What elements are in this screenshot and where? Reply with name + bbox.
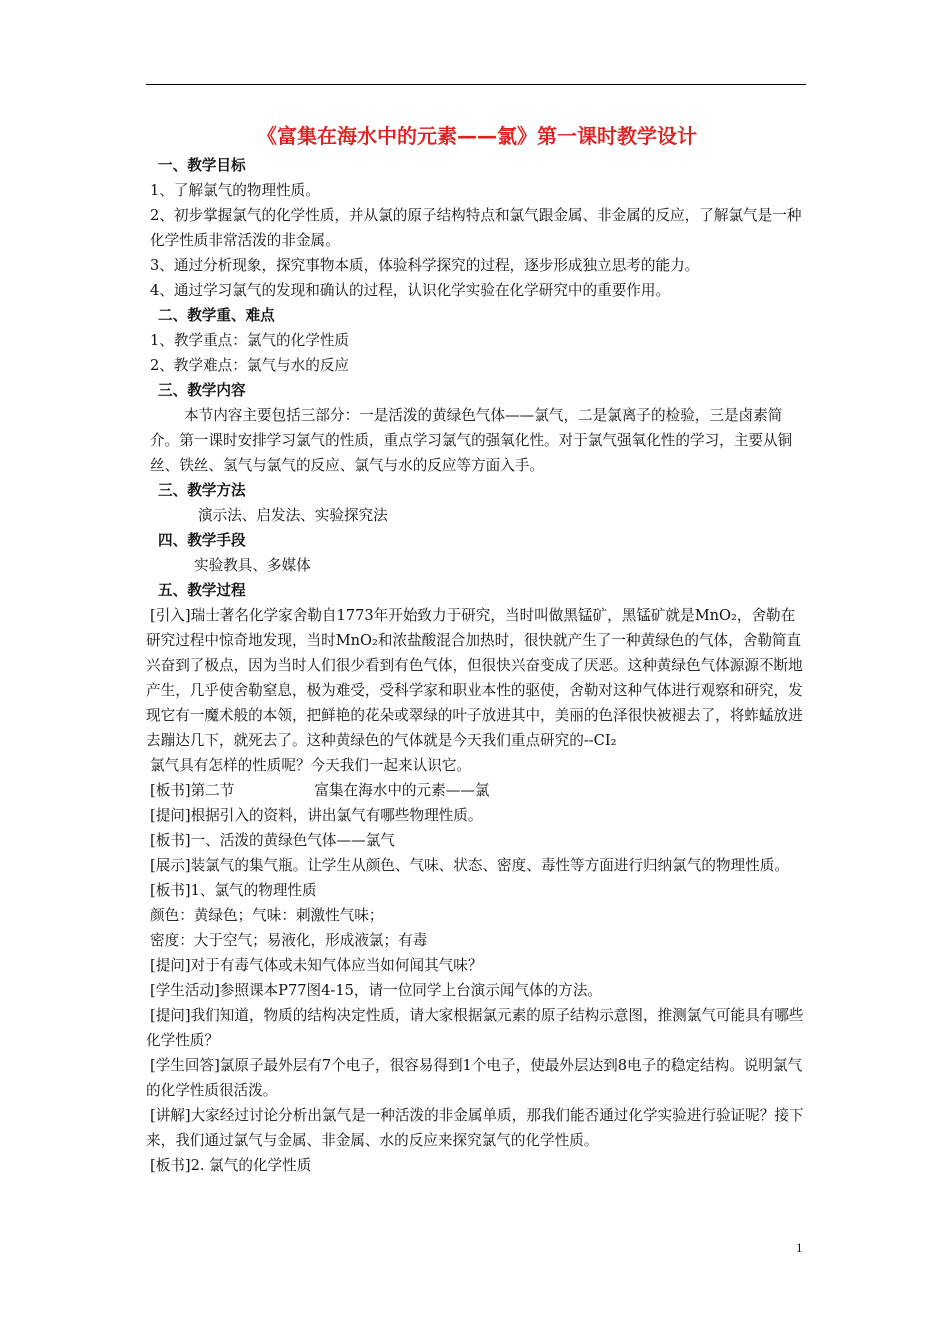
board-line-2: [板书]一、活泼的黄绿色气体——氯气 bbox=[150, 832, 395, 849]
question-line: 氯气具有怎样的性质呢？今天我们一起来认识它。 bbox=[150, 757, 472, 774]
board-line-1-label: [板书]第二节 bbox=[150, 782, 235, 799]
section-heading-key-points: 二、教学重、难点 bbox=[158, 307, 275, 324]
objective-4: 4、通过学习氯气的发现和确认的过程，认识化学实验在化学研究中的重要作用。 bbox=[150, 282, 671, 299]
means-text: 实验教具、多媒体 bbox=[194, 557, 311, 574]
board-line-3: [板书]1、氯气的物理性质 bbox=[150, 882, 317, 899]
answer-line: [学生回答]氯原子最外层有7个电子，很容易得到1个电子，使最外层达到8电子的稳定结构。说明氯气的化学性质很活泼。 bbox=[146, 1057, 803, 1099]
document-body bbox=[146, 122, 808, 1178]
methods-text: 演示法、启发法、实验探究法 bbox=[198, 507, 388, 524]
key-point-2: 2、教学难点：氯气与水的反应 bbox=[150, 357, 350, 374]
explain-line: [讲解]大家经过讨论分析出氯气是一种活泼的非金属单质，那我们能否通过化学实验进行验证呢？接下来，我们通过氯气与金属、非金属、水的反应来探究氯气的化学性质。 bbox=[146, 1107, 804, 1149]
board-line-1 bbox=[146, 778, 808, 803]
header-rule bbox=[146, 84, 806, 85]
property-line-2: 密度：大于空气；易液化，形成液氯；有毒 bbox=[150, 932, 428, 949]
objective-3: 3、通过分析现象，探究事物本质，体验科学探究的过程，逐步形成独立思考的能力。 bbox=[150, 257, 700, 274]
board-line-1-text: 富集在海水中的元素——氯 bbox=[314, 782, 490, 799]
objective-2: 2、初步掌握氯气的化学性质，并从氯的原子结构特点和氯气跟金属、非金属的反应，了解氯气是一种化学性质非常活泼的非金属。 bbox=[150, 207, 802, 249]
section-heading-objectives: 一、教学目标 bbox=[158, 157, 246, 174]
section-heading-content: 三、教学内容 bbox=[158, 382, 246, 399]
section-heading-means: 四、教学手段 bbox=[158, 532, 246, 549]
section-heading-process: 五、教学过程 bbox=[158, 582, 246, 599]
ask-line-1: [提问]根据引入的资料，讲出氯气有哪些物理性质。 bbox=[150, 807, 483, 824]
intro-paragraph: [引入]瑞士著名化学家舍勒自1773年开始致力于研究，当时叫做黑锰矿，黑锰矿就是MnO₂，舍勒在研究过程中惊奇地发现，当时MnO₂和浓盐酸混合加热时，很快就产生了一种黄绿色的气体，舍勒简直兴奋到了极点，因为当时人们很少看到有色气体，但很快兴奋变成了厌恶。这种黄绿色气体源源不断地产生，几乎使舍勒窒息，极为难受，受科学家和职业本性的驱使，舍勒对这种气体进行观察和研究，发现它有一魔术般的本领，把鲜艳的花朵或翠绿的叶子放进其中，美丽的色泽很快被褪去了，将蚱蜢放进去蹦达几下，就死去了。这种黄绿色的气体就是今天我们重点研究的--CI₂ bbox=[146, 607, 803, 749]
ask-line-3: [提问]我们知道，物质的结构决定性质，请大家根据氯元素的原子结构示意图，推测氯气可能具有哪些化学性质？ bbox=[146, 1007, 804, 1049]
activity-line: [学生活动]参照课本P77图4-15，请一位同学上台演示闻气体的方法。 bbox=[150, 982, 603, 999]
show-line: [展示]装氯气的集气瓶。让学生从颜色、气味、状态、密度、毒性等方面进行归纳氯气的物理性质。 bbox=[150, 857, 789, 874]
document-title: 《富集在海水中的元素——氯》第一课时教学设计 bbox=[257, 124, 697, 148]
section-heading-methods: 三、教学方法 bbox=[158, 482, 246, 499]
objective-1: 1、了解氯气的物理性质。 bbox=[150, 182, 320, 199]
page-number: 1 bbox=[796, 1240, 803, 1255]
property-line-1: 颜色：黄绿色；气味：刺激性气味； bbox=[150, 907, 384, 924]
board-line-4: [板书]2. 氯气的化学性质 bbox=[150, 1157, 312, 1174]
content-paragraph: 本节内容主要包括三部分：一是活泼的黄绿色气体——氯气，二是氯离子的检验，三是卤素简介。第一课时安排学习氯气的性质，重点学习氯气的强氧化性。对于氯气强氧化性的学习，主要从铜丝、铁丝、氢气与氯气的反应、氯气与水的反应等方面入手。 bbox=[150, 407, 793, 474]
ask-line-2: [提问]对于有毒气体或未知气体应当如何闻其气味？ bbox=[150, 957, 483, 974]
key-point-1: 1、教学重点：氯气的化学性质 bbox=[150, 332, 350, 349]
